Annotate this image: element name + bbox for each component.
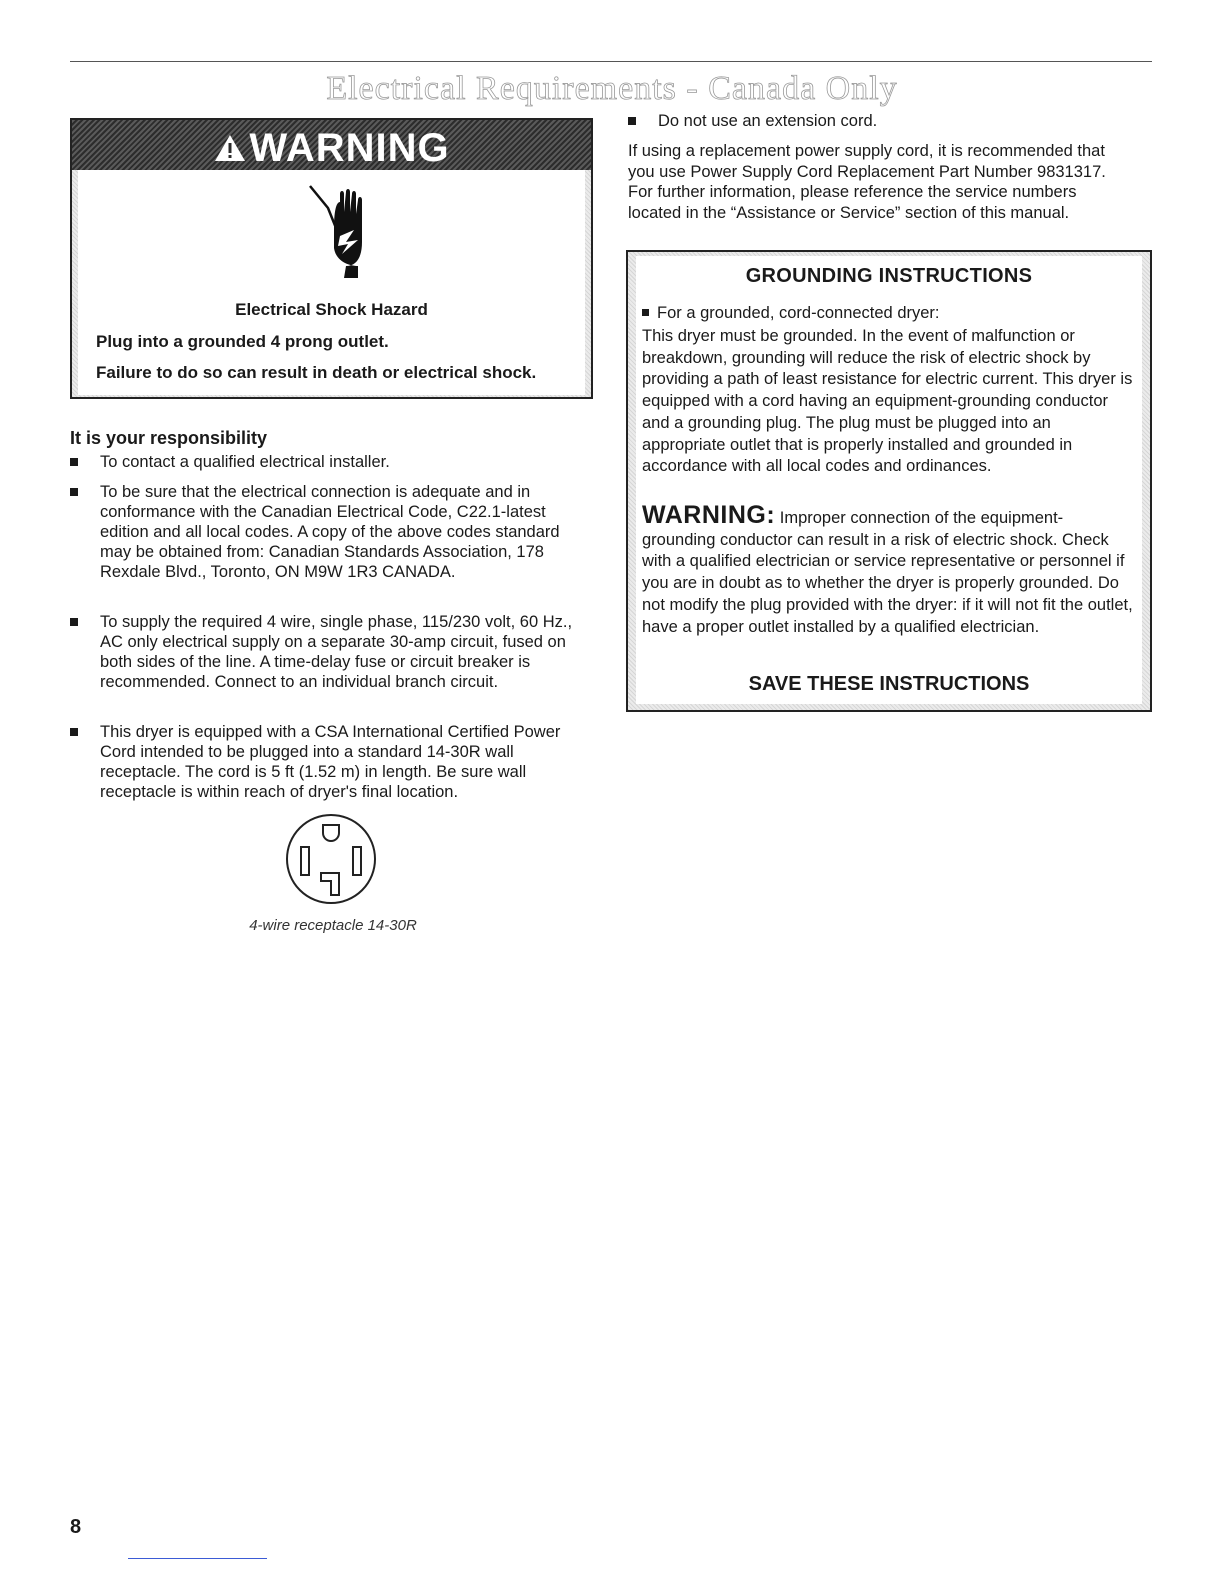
page-number: 8: [70, 1516, 82, 1538]
bullet-icon: [70, 488, 78, 496]
list-item-text: To be sure that the electrical connection is adequate and in conformance with the Canadian Electrical Code, C22.1-latest edition and all local codes. A copy of the above codes standard may be obtained from: Canadian Standards Association, 178 Rexdale Blvd., Toronto, ON M9W 1R3 CANADA.: [100, 483, 560, 581]
top-rule: [70, 61, 1152, 62]
warning-box: [70, 118, 593, 399]
warning-body: [78, 288, 585, 395]
list-item-text: This dryer is equipped with a CSA International Certified Power Cord intended to be plugged into a standard 14-30R wall receptacle. The cord is 5 ft (1.52 m) in length. Be sure wall receptacle is within reach of dryer's final location.: [100, 723, 561, 801]
warning-header: [72, 120, 591, 170]
warning-header-label: WARNING: [249, 126, 450, 170]
responsibility-title: It is your responsibility: [70, 428, 268, 448]
grounding-warning: [642, 501, 1136, 638]
list-item-text: To supply the required 4 wire, single phase, 115/230 volt, 60 Hz., AC only electrical supply on a separate 30-amp circuit, fused on both sides of the line. A time-delay fuse or circuit breaker is recommended. Connect to an individual branch circuit.: [100, 613, 573, 691]
grounding-warning-word: WARNING:: [642, 501, 776, 529]
replacement-paragraph: If using a replacement power supply cord, it is recommended that you use Power Supply Cord Replacement Part Number 9831317. For further information, please reference the service numbers located in the “Assistance or Service” section of this manual.: [628, 142, 1106, 222]
footer-link-rule: [128, 1558, 267, 1559]
receptacle-caption: 4-wire receptacle 14-30R: [249, 917, 417, 934]
grounding-box: [626, 250, 1152, 712]
grounding-bullet: [642, 304, 940, 323]
grounding-warning-text: Improper connection of the equipment-grounding conductor can result in a risk of electric shock. Check with a qualified electrician or service representative or personnel if you are in doubt as to whether the dryer is properly grounded. Do not modify the plug provided with the dryer: if it will not fit the outlet, have a proper outlet installed by a qualified electrician.: [642, 509, 1133, 636]
page-title: Electrical Requirements - Canada Only: [326, 70, 898, 107]
bullet-icon: [70, 618, 78, 626]
grounding-inner: [636, 256, 1142, 704]
bullet-icon: [70, 458, 78, 466]
grounding-title: GROUNDING INSTRUCTIONS: [745, 265, 1033, 287]
save-instructions-title: SAVE THESE INSTRUCTIONS: [748, 673, 1030, 695]
warning-triangle-icon: [213, 133, 247, 163]
warning-line-1: Plug into a grounded 4 prong outlet.: [96, 332, 389, 351]
list-item-text: Do not use an extension cord.: [658, 112, 878, 130]
bullet-icon: [628, 117, 636, 125]
bullet-icon: [642, 309, 649, 316]
warning-icon-panel: [78, 170, 585, 290]
electric-hand-icon: [306, 182, 376, 282]
grounding-bullet-text: For a grounded, cord-connected dryer:: [657, 304, 940, 322]
grounding-paragraph: This dryer must be grounded. In the event of malfunction or breakdown, grounding will reduce the risk of electric shock by providing a path of least resistance for electric current. This dryer is equipped with a cord having an equipment-grounding conductor and a grounding plug. The plug must be plugged into an appropriate outlet that is properly installed and grounded in accordance with all local codes and ordinances.: [642, 327, 1133, 476]
list-item-text: To contact a qualified electrical installer.: [100, 453, 390, 471]
receptacle-14-30r-icon: [283, 811, 379, 907]
bullet-icon: [70, 728, 78, 736]
warning-header-text: [72, 126, 591, 171]
warning-line-2: Failure to do so can result in death or electrical shock.: [96, 363, 537, 382]
hazard-title: Electrical Shock Hazard: [235, 300, 428, 319]
